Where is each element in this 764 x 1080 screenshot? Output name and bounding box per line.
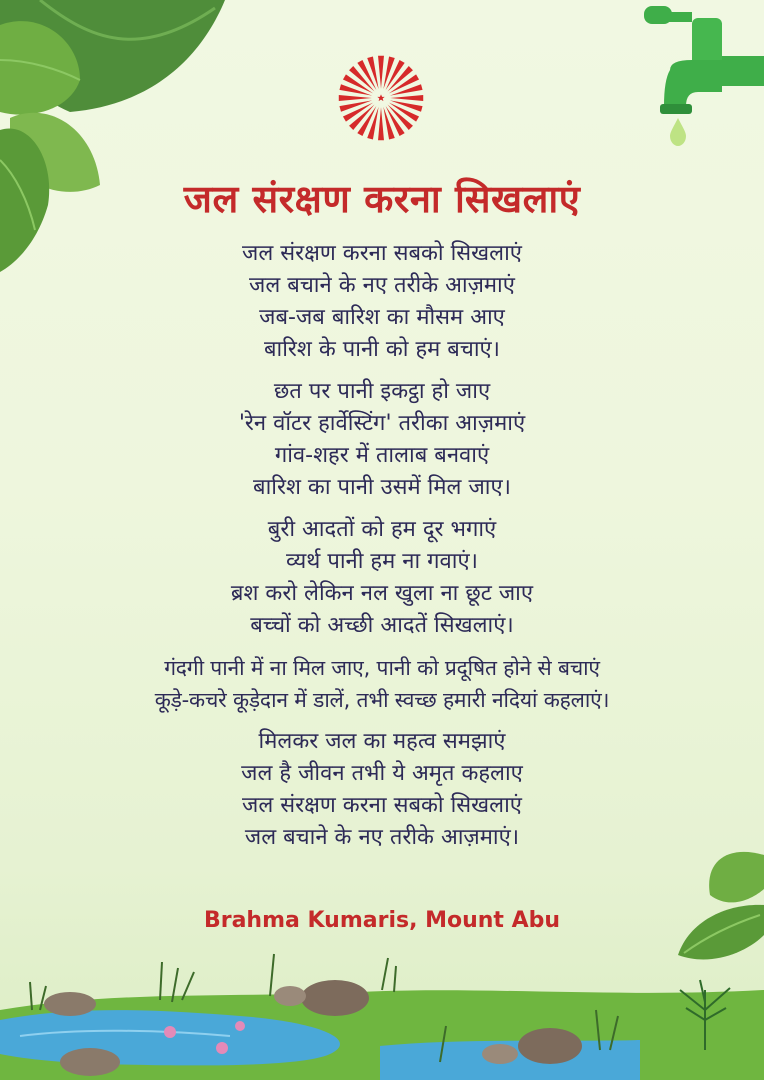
poem-line: बुरी आदतों को हम दूर भगाएं [267,517,497,542]
poem-line: बारिश का पानी उसमें मिल जाए। [253,475,511,500]
poem-line: बच्चों को अच्छी आदतें सिखलाएं। [250,613,514,638]
poem-line: गांव-शहर में तालाब बनवाएं [274,443,490,468]
poem-line: जल संरक्षण करना सबको सिखलाएं [242,793,522,818]
poem-line: जल बचाने के नए तरीके आज़माएं। [244,825,520,850]
pond-scene-icon [0,950,764,1080]
brahma-kumaris-logo-icon [335,52,427,144]
logo-ray [390,95,423,101]
stanza-1 [0,238,764,366]
poem-line: छत पर पानी इकट्ठा हो जाए [273,379,491,404]
poem-line: कूड़े-कचरे कूड़ेदान में डालें, तभी स्वच्छ हमारी नदियां कहलाएं। [154,688,610,712]
stanza-5 [0,726,764,854]
logo-ray [339,95,372,101]
water-tap-icon [640,0,764,150]
poem-line: ब्रश करो लेकिन नल खुला ना छूट जाए [230,581,534,606]
poem-line: जब-जब बारिश का मौसम आए [259,305,505,330]
poem-line: जल बचाने के नए तरीके आज़माएं [249,273,515,298]
poem-line: गंदगी पानी में ना मिल जाए, पानी को प्रदूषित होने से बचाएं [164,656,600,680]
poem-line: मिलकर जल का महत्व समझाएं [258,729,506,754]
poem-line: 'रेन वॉटर हार्वेस्टिंग' तरीका आज़माएं [238,411,526,436]
poem [0,238,764,864]
page-title: जल संरक्षण करना सिखलाएं [183,176,581,221]
stanza-2 [0,376,764,504]
stanza-4 [0,652,764,716]
logo-ray [378,107,384,140]
stanza-3 [0,514,764,642]
signature: Brahma Kumaris, Mount Abu [203,908,561,933]
poem-line: जल संरक्षण करना सबको सिखलाएं [242,241,522,266]
poem-line: व्यर्थ पानी हम ना गवाएं। [286,549,478,574]
poem-line: बारिश के पानी को हम बचाएं। [263,337,501,362]
logo-ray [378,56,384,89]
poem-line: जल है जीवन तभी ये अमृत कहलाए [241,761,523,786]
